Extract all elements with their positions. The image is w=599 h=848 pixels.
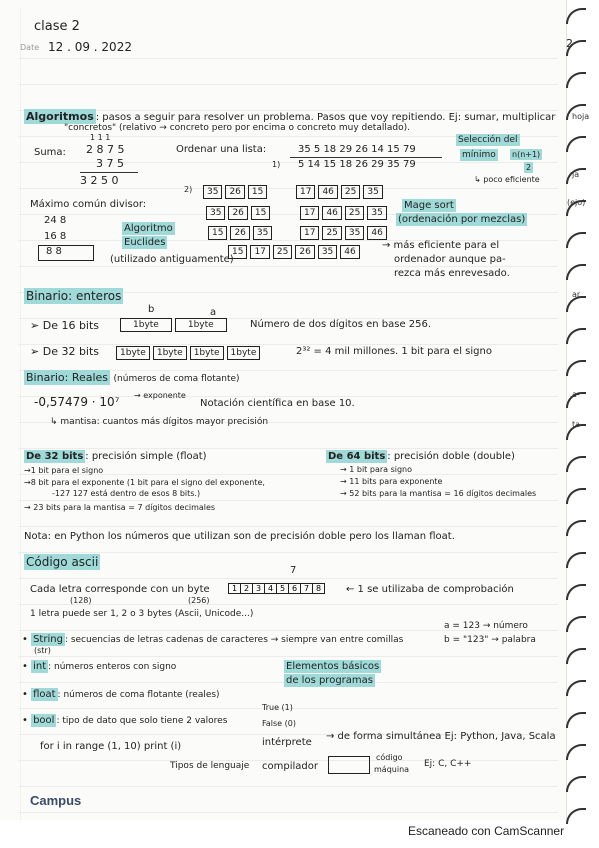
spiral-ring <box>566 456 586 472</box>
algoritmos-line <box>24 111 555 123</box>
bool-true: True (1) <box>262 703 293 712</box>
margin-note-1: hoja <box>572 112 590 121</box>
binario-reales: Binario: Reales (números de coma flotante) <box>26 371 240 384</box>
code-example: for i in range (1, 10) print (i) <box>40 741 182 752</box>
suma-carry: 1 1 1 <box>90 133 111 142</box>
spiral-ring <box>566 488 586 504</box>
margin-note-3: (ejo) <box>567 198 586 207</box>
spiral-ring <box>566 584 586 600</box>
bool-false: False (0) <box>262 719 296 728</box>
suma-label: Suma: <box>34 147 66 158</box>
margin-note-5: a- <box>572 390 580 399</box>
ruled-line <box>18 526 558 527</box>
spiral-ring <box>566 424 586 440</box>
precision-simple: De 32 bits : precisión simple (float) <box>26 451 207 462</box>
bits32-label: ➢ De 32 bits <box>30 345 100 358</box>
margin-note-2: ja <box>572 170 580 179</box>
ascii-sub1: (128) <box>70 596 92 605</box>
suma-result: 3 2 5 0 <box>80 174 119 187</box>
elementos-2: de los programas <box>286 675 373 686</box>
merge-bot-left: 15 26 35 <box>208 226 275 240</box>
ruled-line <box>18 552 558 553</box>
precision-doble: De 64 bits : precisión doble (double) <box>328 451 515 462</box>
margin-line <box>20 8 21 820</box>
doble-signo: → 1 bit para signo <box>340 465 413 474</box>
ordenar-line <box>290 157 442 158</box>
ascii-title: Código ascii <box>26 555 99 569</box>
ruled-line <box>18 266 558 267</box>
merge-step: 2) <box>184 185 193 194</box>
interprete-desc: → de forma simultánea Ej: Python, Java, Scala <box>326 731 556 742</box>
label-b: b <box>148 304 155 315</box>
bits16-label: ➢ De 16 bits <box>30 319 100 332</box>
label-a: a <box>210 307 217 318</box>
spiral-ring <box>566 296 586 312</box>
utilizado: (utilizado antiguamente) <box>110 254 234 265</box>
camscanner-watermark: Escaneado con CamScanner <box>408 824 565 838</box>
ex-word: b = "123" → palabra <box>444 635 536 645</box>
compilador: compilador <box>262 761 318 772</box>
binario-enteros-title: Binario: enteros <box>26 289 122 303</box>
algoritmos-def-2: "concretos" (relativo → concreto pero por encima o concreto muy detallado). <box>64 123 410 133</box>
margin-note-4: ar. <box>572 290 582 299</box>
merge-mid-right: 17 46 25 35 <box>300 206 390 220</box>
elementos-1: Elementos básicos <box>286 661 380 672</box>
ordenar-row0: 35 5 18 29 26 14 15 79 <box>298 144 416 155</box>
reales-mantisa: ↳ mantisa: cuantos más dígitos mayor precisión <box>50 417 269 427</box>
ordenar-step: 1) <box>272 160 281 169</box>
mcd-label: Máximo común divisor: <box>30 199 147 210</box>
bits16-bytes: 1byte 1byte <box>120 318 230 332</box>
spiral-ring <box>566 360 586 376</box>
str-label: (str) <box>34 646 51 655</box>
ruled-line <box>18 656 558 657</box>
merge-note-1: → más eficiente para el <box>382 240 500 251</box>
algoritmo-2: Euclides <box>124 237 166 248</box>
ascii-sub2: (256) <box>188 596 210 605</box>
ruled-line <box>18 578 558 579</box>
spiral-ring <box>566 8 586 24</box>
algoritmos-label: Algoritmos <box>26 110 94 123</box>
algoritmo-1: Algoritmo <box>124 223 173 234</box>
merge-top-right: 17 46 25 35 <box>296 185 386 199</box>
simple-exponente: →8 bit para el exponente (1 bit para el signo del exponente, <box>24 478 265 487</box>
formula-den: 2 <box>526 163 532 172</box>
codigo-2: máquina <box>374 765 410 774</box>
ascii-desc: Cada letra corresponde con un byte <box>30 584 210 595</box>
ordenar-label: Ordenar una lista: <box>176 144 267 155</box>
string-line: • String : secuencias de letras cadenas de caracteres → siempre van entre comillas <box>22 634 404 645</box>
spiral-ring <box>566 648 586 664</box>
ruled-line <box>18 84 558 85</box>
mcd-pair-1: 24 8 <box>44 215 67 226</box>
bits16-desc: Número de dos dígitos en base 256. <box>250 319 432 330</box>
class-title: clase 2 <box>34 19 80 34</box>
spiral-ring <box>566 616 586 632</box>
spiral-ring <box>566 392 586 408</box>
margin-note-6: ta <box>572 420 581 429</box>
float-line: • float : números de coma flotante (reales) <box>22 689 220 700</box>
ruled-line <box>18 500 558 501</box>
simple-mantisa: → 23 bits para la mantisa = 7 dígitos decimales <box>24 503 216 512</box>
doble-mantisa: → 52 bits para la mantisa = 16 dígitos decimales <box>340 489 537 498</box>
seleccion-1: Selección del <box>458 135 518 145</box>
merge-final: 15 17 25 26 35 46 <box>228 245 363 259</box>
doble-exponente: → 11 bits para exponente <box>340 477 443 486</box>
ruled-line <box>18 786 558 787</box>
ascii-seven: 7 <box>290 565 297 576</box>
poco-eficiente: ↳ poco eficiente <box>474 175 540 184</box>
merge-top-left: 35 26 15 <box>203 185 270 199</box>
reales-exponente: → exponente <box>134 391 186 400</box>
ruled-line <box>18 188 558 189</box>
suma-n1: 2 8 7 5 <box>86 143 125 156</box>
ruled-line <box>18 58 558 59</box>
codigo-1: código <box>376 753 403 762</box>
mergesort-title-1: Mage sort <box>404 200 454 211</box>
bits32-bytes: 1byte 1byte 1byte 1byte <box>116 346 263 360</box>
tipos-lenguaje: Tipos de lenguaje <box>170 761 250 771</box>
spiral-ring <box>566 72 586 88</box>
spiral-ring <box>566 232 586 248</box>
spiral-ring <box>566 104 586 120</box>
ordenar-row1: 5 14 15 18 26 29 35 79 <box>298 159 416 170</box>
spiral-ring <box>566 776 586 792</box>
mergesort-title-2: (ordenación por mezclas) <box>398 214 526 225</box>
suma-line <box>80 172 138 173</box>
spiral-ring <box>566 808 586 824</box>
ascii-byte-grid: 1 2 3 4 5 6 7 8 <box>228 583 325 594</box>
date-value: 12 . 09 . 2022 <box>48 40 132 54</box>
seleccion-2: mínimo <box>462 150 496 160</box>
ruled-line <box>18 812 558 813</box>
spiral-ring <box>566 712 586 728</box>
date-label: Date <box>20 43 40 52</box>
bool-line: • bool : tipo de dato que solo tiene 2 valores <box>22 715 228 726</box>
interprete: intérprete <box>262 737 312 748</box>
spiral-ring <box>566 264 586 280</box>
page-number: 2 <box>566 37 573 50</box>
int-line: • int : números enteros con signo <box>22 661 177 672</box>
merge-bot-right: 17 25 35 46 <box>300 226 390 240</box>
merge-note-2: ordenador aunque pa- <box>394 254 506 265</box>
spiral-ring <box>566 552 586 568</box>
mcd-pair-3: 8 8 <box>46 246 62 257</box>
spiral-ring <box>566 136 586 152</box>
spiral-ring <box>566 328 586 344</box>
spiral-ring <box>566 168 586 184</box>
simple-rango: -127 127 está dentro de esos 8 bits.) <box>52 489 201 498</box>
merge-note-3: rezca más enrevesado. <box>394 268 510 279</box>
mcd-pair-2: 16 8 <box>44 231 67 242</box>
suma-n2: 3 7 5 <box>96 157 124 170</box>
ruled-line <box>18 604 558 605</box>
campus-logo: Campus <box>30 793 82 808</box>
ascii-comprobacion: ← 1 se utilizaba de comprobación <box>346 584 514 595</box>
ex-num: a = 123 → número <box>444 621 528 631</box>
reales-notacion: Notación científica en base 10. <box>200 398 355 409</box>
compilador-box <box>328 756 370 774</box>
algoritmos-def: : pasos a seguir para resolver un problema. Pasos que voy repitiendo. Ej: sumar, multiplicar <box>95 112 556 123</box>
bits32-desc: 2³² = 4 mil millones. 1 bit para el signo <box>296 346 492 357</box>
formula: n(n+1) <box>512 150 541 159</box>
simple-signo: →1 bit para el signo <box>24 466 104 475</box>
merge-mid-left: 35 26 15 <box>206 206 273 220</box>
reales-number: -0,57479 · 10⁷ <box>34 395 120 409</box>
spiral-ring <box>566 744 586 760</box>
compilador-ej: Ej: C, C++ <box>424 759 472 769</box>
nota-python: Nota: en Python los números que utilizan son de precisión doble pero los llaman float. <box>24 531 455 542</box>
ascii-bytes: 1 letra puede ser 1, 2 o 3 bytes (Ascii, Unicode...) <box>30 609 254 619</box>
spiral-ring <box>566 680 586 696</box>
spiral-ring <box>566 520 586 536</box>
ruled-line <box>18 448 558 449</box>
